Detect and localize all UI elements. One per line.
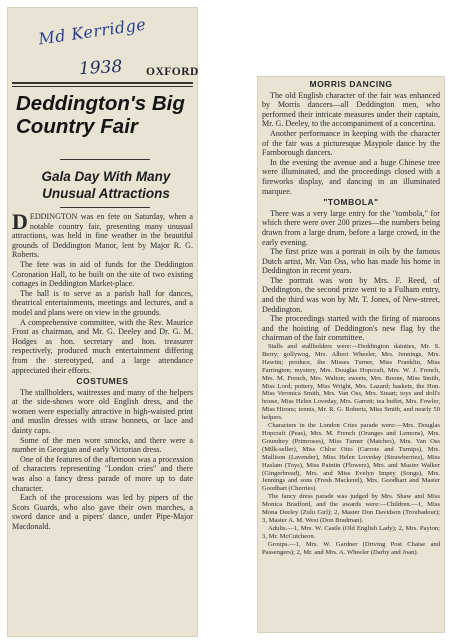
paragraph: Some of the men wore smocks, and there were a number in Georgian and early Victorian dress. [12, 435, 193, 455]
paragraph: One of the features of the afternoon was a procession of characters representing "London cries" and there was also a fancy dress parade of more up to date character. [12, 454, 193, 493]
section-heading-costumes: COSTUMES [76, 376, 129, 387]
section-heading-tombola: "TOMBOLA" [323, 197, 379, 208]
paragraph: Stalls and stallholders were:—Deddington dainties, Mr. S. Berry; gollywog, Mrs. Albert Wheeler, Mrs. Jennings, Mrs. Hawtin; produce, the Misses Turner, Miss Franklin, Miss Farrington; mystery, Mrs. Douglas Hopcraft, Mrs. W. J. French, Mrs. M. French, Mrs. Walton; sweets, Mrs. Boone, Miss Smith, Miss Lord; pottery, Miss Wright, Mrs. Lazard; baskets, the Hon. Miss Veronica Smith, Mrs. Van Oss, Mrs. Stuart; toys and doll's house, Miss Helen Loveday, Mrs. Garrett; tea buffet, Mrs. Fowler, Miss Hirons; tennis, Mr. R. G. Roberts, Miss Smith, and nearly 50 helpers. [262, 343, 440, 422]
prize-lists [262, 343, 440, 556]
paragraph: The portrait was won by Mrs. F. Reed, of Deddington, the second prize went to a Fulham entry, and the third was won by Mr. T. Jones, of New-street, Deddington. [262, 275, 440, 314]
source-label: OXFORD [146, 66, 199, 78]
paragraph: There was a very large entry for the "tombola," for which there were over 200 prizes—the numbers being drawn from a large drum, before a large crowd, in the early evening. [262, 208, 440, 247]
headline-divider [60, 159, 150, 160]
paragraph: The stallholders, waitresses and many of the helpers at the side-shows wore old English dress, and the women were especially attractive in high-waisted print and muslin dresses with straw bonnets, or lace and dainty caps. [12, 387, 193, 436]
paragraph: The hall is to serve as a parish hall for dances, theatrical entertainments, meetings and lectures, and a model and plans were on view in the grounds. [12, 288, 193, 317]
paragraph: The proceedings started with the firing of maroons and the hoisting of Deddington's new flag by the chairman of the fair committee. [262, 314, 440, 343]
paragraph: EDDINGTON was en fete on Saturday, when a notable country fair, presenting many unusual attractions, was held in fine weather in the beautiful grounds of Deddington Manor, lent by Major R. G. Roberts. [12, 212, 193, 260]
paragraph: The fancy dress parade was judged by Mrs. Shaw and Miss Monica Bradford, and the awards were:—Children.—1, Miss Mona Deeley (Zulu Girl); 2, Master Don Davidson (Troubadour); 3, Master A. M. West (Don Bradman). [262, 493, 440, 524]
paragraph: In the evening the avenue and a huge Chinese tree were illuminated, and the proceedings closed with a fireworks display, and dancing in an illuminated marquee. [262, 157, 440, 196]
drop-cap: D [12, 209, 28, 234]
article-body-left [12, 209, 193, 532]
header-rule [12, 82, 193, 84]
paragraph: A comprehensive committee, with the Rev. Maurice Frost as chairman, and Mr. G. Deeley and Dr. G. M. Hodges as hon. secretary and hon. treasurer respectively, produced much entertainment differing from the stereotyped, and a large attendance appreciated their efforts. [12, 317, 193, 375]
paragraph: Each of the processions was led by pipers of the Scots Guards, who also gave their own marches, a sword dance and a pipers' dance, under Pipe-Major Macdonald. [12, 493, 193, 531]
subheadline: Gala Day With Many Unusual Attractions [41, 169, 171, 201]
paragraph: Characters in the London Cries parade were:—Mrs. Douglas Hopcraft (Peas), Mrs. M. French (Oranges and Lemons), Mrs. Goundrey (Primroses), Miss Turner (Matches), Mrs. Van Oss (Milk-seller), Miss Chloe Otto (Carrots and Turnips), Mrs. Mallison (Lavender), Miss Helen Loveday (Strawberries), Miss Haslam (Toys), Miss Paintin (Flowers), Mrs. and Master Walker (Gingerbread), Mrs. and Miss Evelyn Impey (Songs), Mrs. Jennings and sons (Fresh Mackerel), Mrs. Goodhart and Master Goodhart (Cherries). [262, 422, 440, 493]
subheadline-divider [60, 207, 150, 208]
paragraph: Adults.—1, Mrs. W. Castle (Old English Lady); 2, Mrs. Payton; 3, Mr. McCutcheon. [262, 524, 440, 540]
paragraph: Another performance in keeping with the character of the fair was a picturesque Maypole dance by the Farnborough dancers. [262, 128, 440, 158]
article-body-right [262, 80, 440, 557]
paragraph: The first prize was a portrait in oils by the famous Dutch artist, Mr. Van Oss, who has made his home in Deddington in recent years. [262, 247, 440, 276]
handwritten-year: 1938 [78, 56, 123, 80]
headline: Deddington's Big Country Fair [16, 92, 185, 138]
paragraph: The fete was in aid of funds for the Deddington Coronation Hall, to be built on the site of two existing cottages in Deddington Market-place. [12, 259, 193, 289]
paragraph: Groups.—1, Mrs. W. Gardner (Driving Post Chaise and Passengers); 2, Mr. and Mrs. A. Wheeler (Darby and Joan). [262, 540, 440, 556]
header-rule-thin [12, 86, 193, 87]
handwritten-name: Md Kerridge [37, 14, 148, 49]
section-heading-morris: MORRIS DANCING [309, 79, 393, 89]
paragraph: The old English character of the fair was enhanced by Morris dancers—all Deddington men, who performed their intricate measures under their captain, Mr. G. Deeley, to the accompaniment of a concertina. [262, 90, 440, 129]
